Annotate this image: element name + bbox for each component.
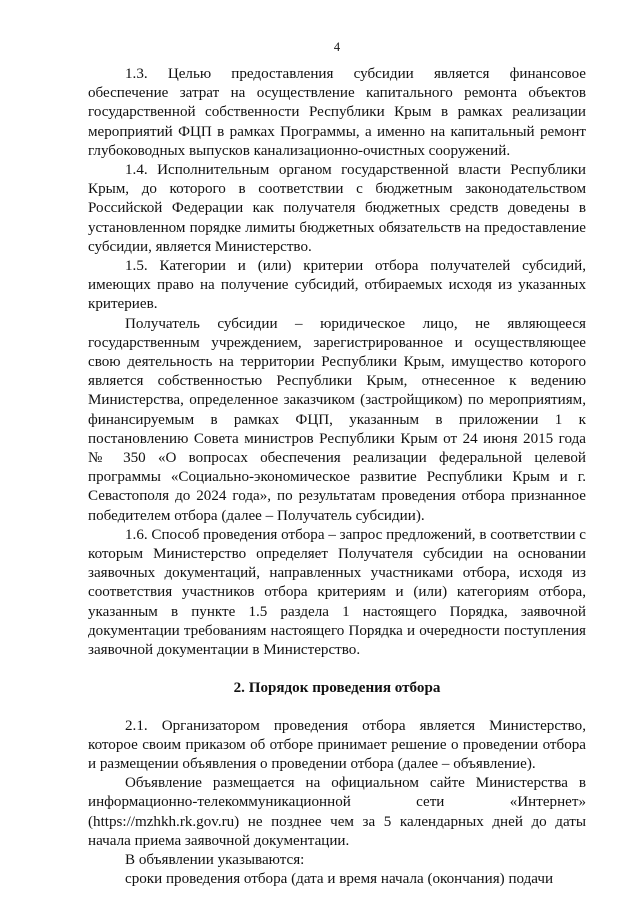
document-body bbox=[88, 65, 586, 889]
paragraph-2-1: 2.1. Организатором проведения отбора является Министерство, которое своим приказом об отборе принимает решение о проведении отбора и размещении объявления о проведении отбора (далее – объявление). bbox=[88, 717, 586, 772]
spacer bbox=[88, 699, 586, 717]
paragraph-recipient: Получатель субсидии – юридическое лицо, не являющееся государственным учреждением, зарегистрированное и осуществляющее свою деятельность на территории Республики Крым, имущество которого является собственностью Республики Крым, отнесенное к ведению Министерства, определенное заказчиком (застройщиком) по мероприятиям, финансируемым в рамках ФЦП, указанным в приложении 1 к постановлению Совета министров Республики Крым от 24 июня 2015 года № 350 «О вопросах обеспечения реализации федеральной целевой программы «Социально-экономическое развитие Республики Крым и г. Севастополя до 2024 года», по результатам проведения отбора признанное победителем отбора (далее – Получатель субсидии). bbox=[88, 315, 586, 524]
paragraph-1-5: 1.5. Категории и (или) критерии отбора получателей субсидий, имеющих право на получение субсидий, отбираемых исходя из указанных критериев. bbox=[88, 258, 586, 313]
paragraph-announcement-contents: В объявлении указываются: bbox=[125, 851, 305, 868]
paragraph-deadlines: сроки проведения отбора (дата и время начала (окончания) подачи bbox=[125, 871, 554, 888]
paragraph-announcement: Объявление размещается на официальном сайте Министерства в информационно-телекоммуникационной сети «Интернет» (https://mzhkh.rk.gov.ru) не позднее чем за 5 календарных дней до даты начала приема заявочной документации. bbox=[88, 775, 586, 849]
paragraph-1-6: 1.6. Способ проведения отбора – запрос предложений, в соответствии с которым Министерство определяет Получателя субсидии на основании заявочных документаций, направленных участниками отбора, исходя из соответствия участников отбора критериям и (или) категориям отбора, указанным в пункте 1.5 раздела 1 настоящего Порядка, заявочной документации требованиям настоящего Порядка и очередности поступления заявочной документации в Министерство. bbox=[88, 526, 587, 659]
paragraph-1-3: 1.3. Целью предоставления субсидии является финансовое обеспечение затрат на осуществление капитального ремонта объектов государственной собственности Республики Крым в рамках реализации мероприятий ФЦП в рамках Программы, а именно на капитальный ремонт глубоководных выпусков канализационно-очистных сооружений. bbox=[88, 66, 586, 159]
spacer bbox=[88, 660, 586, 679]
section-heading: 2. Порядок проведения отбора bbox=[233, 680, 441, 697]
page-number: 4 bbox=[333, 40, 341, 54]
paragraph-1-4: 1.4. Исполнительным органом государственной власти Республики Крым, до которого в соответствии с бюджетным законодательством Российской Федерации как получателя бюджетных средств доведены в установленном порядке лимиты бюджетных обязательств на предоставление субсидии, является Министерство. bbox=[88, 162, 586, 255]
